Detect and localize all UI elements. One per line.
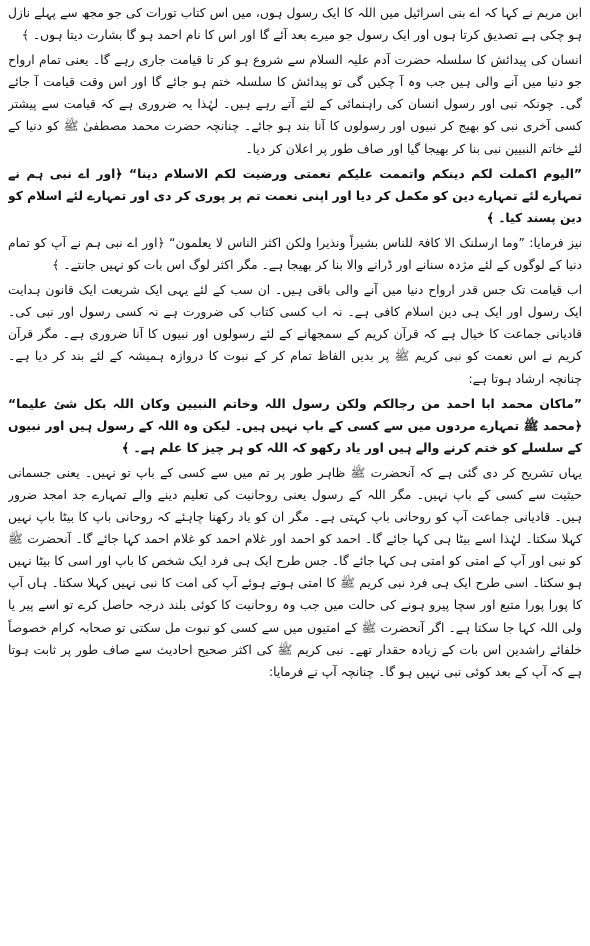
- paragraph-5: یہاں تشریح کر دی گئی ہے کہ آنحضرت ﷺ ظاہر طور پر تم میں سے کسی کے باپ تو نہیں۔ یعنی جسمانی حیثیت سے کسی کے باپ نہیں۔ مگر اللہ کے رسول یعنی روحانیت کی تعلیم دینے والے تمہارے جد امجد ضرور ہیں۔ قادیانی جماعت آپ کو روحانی باپ کہتی ہے۔ مگر ان کو یاد رکھنا چاہئے کہ روحانی باپ کا بیٹا باپ نہیں کہلا سکتا۔ لہٰذا اسے بیٹا ہی کہا جائے گا۔ احمد کو احمد اور غلام احمد کو غلام احمد کہا جائے گا۔ آنحضرت ﷺ کو نبی اور آپ کے امتی کو امتی ہی کہا جائے گا۔ جس طرح ایک ہی فرد ایک شخص کا باپ اور اسی کا بیٹا نہیں ہو سکتا۔ اسی طرح ایک ہی فرد نبی کریم ﷺ کا امتی ہوتے ہوئے آپ کی امت کا نبی نہیں کہلا سکتا۔ ہاں آپ کا پورا پورا متبع اور سچا پیرو ہونے کی حالت میں جب وہ روحانیت کا کوئی بلند درجہ حاصل کرے تو اسے پیر یا ولی اللہ کہا جا سکتا ہے۔ اگر آنحضرت ﷺ کے امتیوں میں سے کسی کو نبوت مل سکتی تو صحابہ کرام خصوصاً خلفائے راشدین اس بات کے زیادہ حقدار تھے۔ نبی کریم ﷺ کی اکثر صحیح احادیث سے صاف طور پر ثابت ہوتا ہے کہ آپ کے بعد کوئی نبی نہیں ہو گا۔ چنانچہ آپ نے فرمایا:: [8, 465, 582, 679]
- document-page: [8, 2, 582, 942]
- quran-verse-2: ”ماکان محمد ابا احمد من رجالکم ولکن رسول اللہ وخاتم النبیین وکان اللہ بکل شئ علیما“ ﴿محمد ﷺ تمہارے مردوں میں سے کسی کے باپ نہیں ہیں۔ لیکن وہ اللہ کے رسول ہیں اور نبیوں کے سلسلے کو ختم کرنے والے ہیں اور یاد رکھو کہ اللہ کو ہر چیز کا علم ہے۔ ﴾: [8, 396, 582, 455]
- paragraph-1: ابن مریم نے کہا کہ اے بنی اسرائیل میں اللہ کا ایک رسول ہوں، میں اس کتاب تورات کی جو مجھ سے پہلے نازل ہو چکی ہے تصدیق کرتا ہوں اور ایک رسول جو میرے بعد آئے گا اور اس کا نام احمد ہو گا بشارت دیتا ہوں۔ ﴾: [8, 6, 582, 43]
- quran-verse-1: ”الیوم اکملت لکم دینکم واتممت علیکم نعمتی ورضیت لکم الاسلام دینا“ ﴿اور اے نبی ہم نے تمہارے لئے تمہارے دین کو مکمل کر دیا اور اپنی نعمت تم پر پوری کر دی اور تمہارے لئے اسلام کو دین پسند کیا۔ ﴾: [8, 166, 582, 225]
- paragraph-4: اب قیامت تک جس قدر ارواح دنیا میں آنے والی باقی ہیں۔ ان سب کے لئے یہی ایک شریعت ایک قانون ہدایت ایک رسول اور ایک ہی دین اسلام کافی ہے۔ نہ اب کسی کتاب کی ضرورت ہے نہ کسی رسول اور نبی کی۔ قادیانی جماعت کا خیال ہے کہ قرآن کریم کے سمجھانے کے لئے رسولوں اور نبیوں کا آنا ضروری ہے۔ مگر قرآن کریم نے اس نعمت کو نبی کریم ﷺ پر بدیں الفاظ تمام کر کے نبوت کا دروازہ ہمیشہ کے لئے بند کر دیا ہے۔ چنانچہ ارشاد ہوتا ہے:: [8, 283, 582, 386]
- paragraph-2: انسان کی پیدائش کا سلسلہ حضرت آدم علیہ السلام سے شروع ہو کر تا قیامت جاری رہے گا۔ یعنی تمام ارواح جو دنیا میں آنے والی ہیں جب وہ آ چکیں گی تو پیدائش کا سلسلہ ختم ہو جائے گا اور اس وقت قیامت آ جائے گی۔ چونکہ نبی اور رسول انسان کی راہنمائی کے لئے آتے رہے ہیں۔ لہٰذا یہ ضروری ہے کہ قیامت سے پیشتر کسی آخری نبی کو بھیج کر نبیوں اور رسولوں کا آنا بند ہو جائے۔ چنانچہ حضرت محمد مصطفیٰ ﷺ کو دنیا کے لئے خاتم النبیین نبی بنا کر بھیجا گیا اور صاف طور پر اعلان کر دیا۔: [8, 53, 582, 156]
- paragraph-3: نیز فرمایا: ”وما ارسلنک الا کافۃ للناس بشیراً ونذیرا ولکن اکثر الناس لا یعلمون“ ﴿اور اے نبی ہم نے آپ کو تمام دنیا کے لوگوں کے لئے مژدہ سنانے اور ڈرانے والا بنا کر بھیجا ہے۔ مگر اکثر لوگ اس بات کو نہیں جانتے۔ ﴾: [8, 235, 582, 273]
